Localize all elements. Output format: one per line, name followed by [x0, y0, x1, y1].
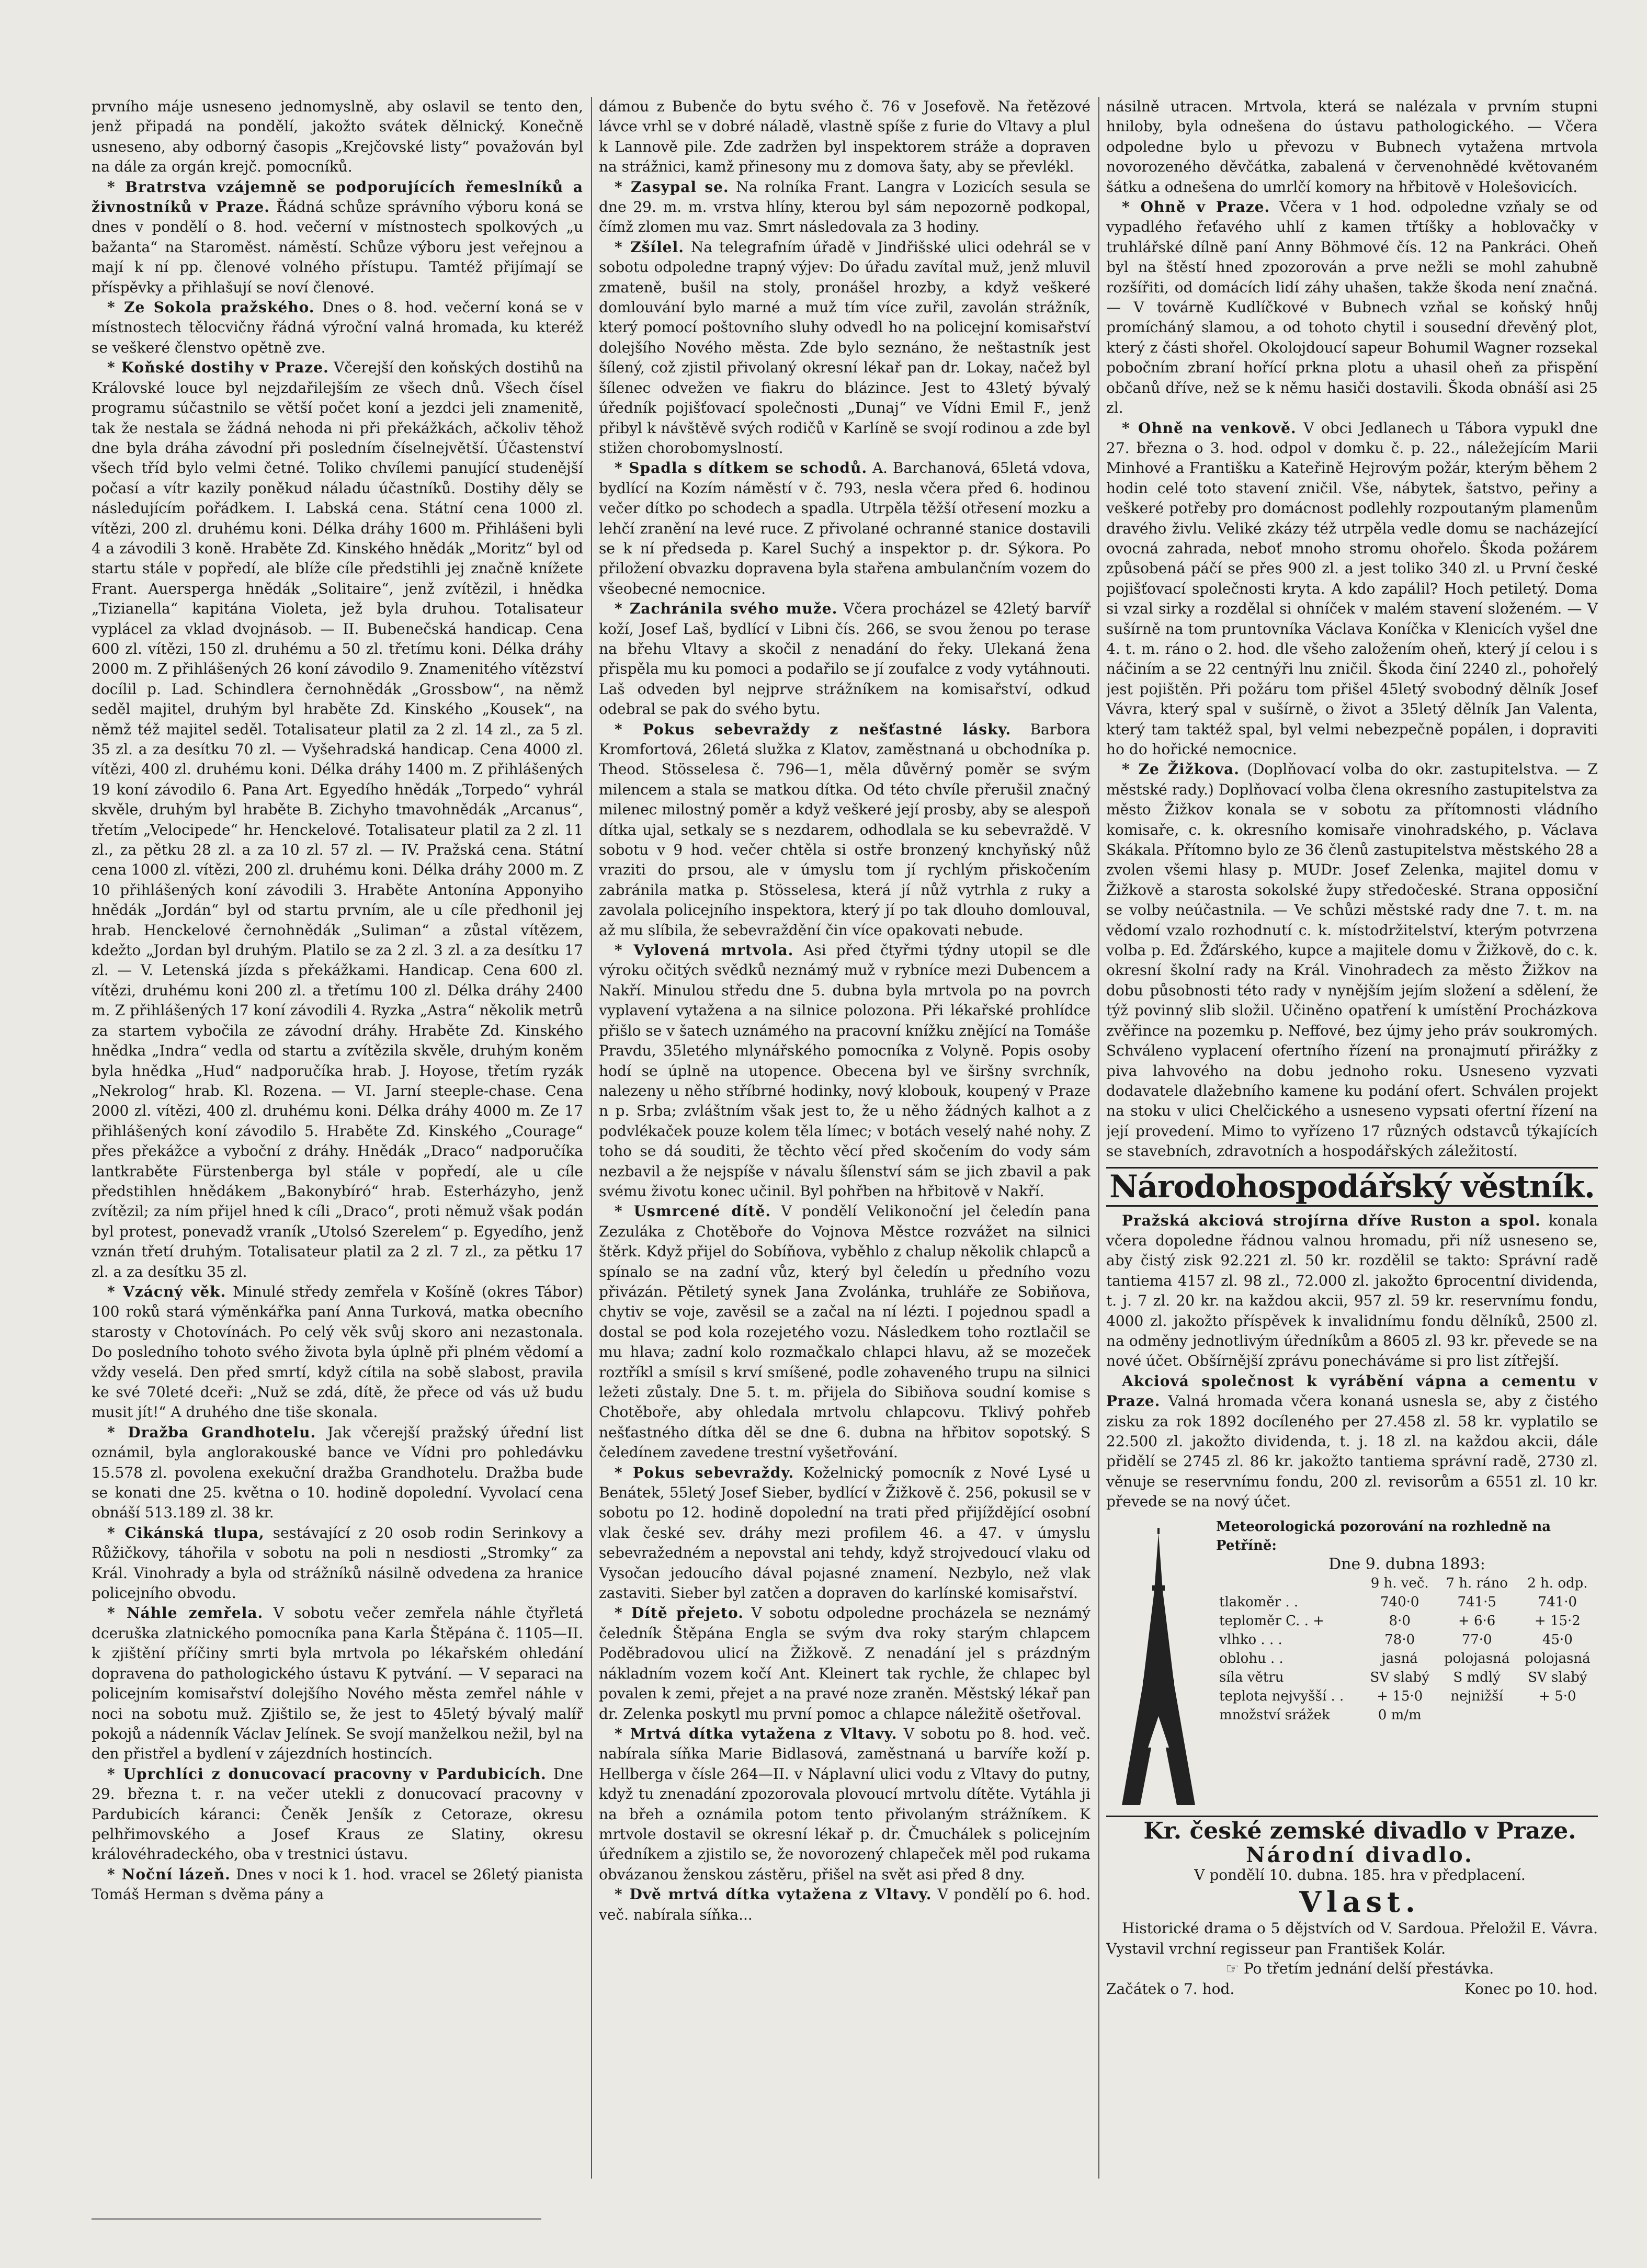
tower-icon [1111, 1528, 1206, 1810]
news-headline: * Vylovená mrtvola. [615, 942, 794, 959]
news-item [599, 237, 1091, 458]
theater-notice [1106, 1816, 1598, 1999]
news-item [1106, 1371, 1598, 1512]
news-headline: Akciová společnost k vyrábění vápna a cementu v Praze. [1106, 1372, 1598, 1410]
weather-row: teplota nejvyšší . . + 15·0 nejnižší + 5·0 [1219, 1688, 1576, 1704]
news-headline: * Zšílel. [615, 238, 685, 256]
news-text: V sobotu večer zemřela náhle čtyřletá dceruška zlatnického pomocníka pana Karla Štěpána č. 1105—II. k zjištění příčiny smrti byla mrtvola po lékařském ohledání dopravena do pathologického ústavu K pytvání. — V separaci na policejním komisařství dolejšího Nového města zemřel náhle v noci na sobotu muž. Zjištilo se, že jest to 45letý bývalý malíř pokojů a nádenník Václav Jelínek. Se svojí manželkou nežil, byl na den přistřel a bydlení v zájezdních hostincích. [92, 1604, 583, 1763]
news-text: Minulé středy zemřela v Košíně (okres Tábor) 100 roků stará výměnkářka paní Anna Turková, matka obecního starosty v Chotovínách. Po celý věk svůj skoro ani nezastonala. Do posledního tohoto svého života byla úplně při plném vědomí a vždy veselá. Den před smrtí, když cítila na sobě slabost, pravila ke své 70leté dceři: „Nuž se zdá, dítě, že přece od vás už budu musit jít!“ A druhého dne tiše skonala. [92, 1283, 583, 1421]
weather-heading: Meteorologická pozorování na rozhledně na Petříně: [1216, 1518, 1551, 1553]
news-text: Barbora Kromfortová, 26letá služka z Klatov, zaměstnaná u obchodníka p. Theod. Stösselesa č. 796—1, měla důvěrný poměr se svým milencem a stala se matkou dítka. Od této chvíle přerušil značný milenec milostný poměr a když veškeré její prosby, aby se alespoň dítka ujal, setkaly se s nezdarem, odhodlala se ku sebevraždě. V sobotu v 9 hod. večer chtěla si ostře bronzený knchyňský nůž vraziti do prsou, ale v úmyslu tom jí rychlým přiskočením zabránila matka p. Stösselesa, která jí nůž vytrhla z ruky a zavolala policejního inspektora, který jí po tak dlouho domlouval, až mu slíbila, že sebevraždění čin více opakovati nebude. [599, 720, 1091, 939]
petrin-tower-illustration [1106, 1517, 1211, 1810]
news-headline: * Koňské dostihy v Praze. [107, 359, 329, 377]
news-text: Včera procházel se 42letý barvíř koží, Josef Laš, bydlící v Libni čís. 266, se svou ženou po terase na břehu Vltavy a skočil z nenadání do řeky. Ulekaná žena přispěla mu ku pomoci a podařilo se jí zoufalce z vody vytáhnouti. Laš odveden byl nejprve strážníkem na komisařství, odkud odebral se pak do svého bytu. [599, 600, 1091, 718]
news-text: Včera v 1 hod. odpoledne vzňaly se od vypadlého řeťavého uhlí z kamen třtíšky a hoblovačky v truhlářské dílně paní Anny Böhmové čís. 12 na Pankráci. Oheň byl na štěstí hned zpozorován a prve nežli se mohl zahubně rozšířiti, od domácích lidí záhy uhašen, takže škoda není značná. — V továrně Kudlíčkové v Bubnech vzňal se koňský hnůj promícháný slamou, a od tohoto chytil i sousední dřevěný plot, který z části shořel. Okolojdoucí sapeur Bohumil Wagner rozsekal pobočním zbraní hořící prkna plotu a uhasil oheň za přispění občanů dříve, než se k němu hasiči dostavili. Škoda obnáší asi 25 zl. [1106, 198, 1598, 417]
news-text: dámou z Bubenče do bytu svého č. 76 v Josefově. Na řetězové lávce vrhl se v dobré náladě, vlastně spíše z furie do Vltavy a plul k Lannově pile. Zde zadržen byl inspektorem stráže a dopraven na strážnici, kamž přinesony mu z domova šaty, aby se převlékl. [599, 98, 1091, 176]
news-text: Jak včerejší pražský úřední list oznámil, byla anglorakouské bance ve Vídni pro pohledávku 15.578 zl. povolena exekuční dražba Grandhotelu. Dražba bude se konati dne 25. května o 10. hodině dopolední. Vyvolací cena obnáší 513.189 zl. 38 kr. [92, 1423, 583, 1522]
news-item [599, 458, 1091, 599]
news-item [599, 1724, 1091, 1885]
news-item [599, 1201, 1091, 1462]
news-item [599, 720, 1091, 940]
theater-date-line: V pondělí 10. dubna. 185. hra v předplacení. [1194, 1866, 1526, 1884]
news-text: V pondělí po 6. hod. več. nabírala síňka... [599, 1886, 1091, 1923]
weather-col-header: 9 h. več. [1370, 1575, 1429, 1591]
news-text: Asi před čtyřmi týdny utopil se dle výroku očitých svědků neznámý muž v rybníce mezi Dubencem a Nakří. Minulou středu dne 5. dubna byla mrtvola po na povrch vyplavení vytažena a na silnice polozona. Při lékařské prohlídce přišlo se v šatech uznámého na pracovní knížku znějící na Tomáše Pravdu, 35letého mlynářského pomocníka z Volyně. Popis osoby hodí se úplně na utopence. Obecena byl ve širšny svrchník, nalezeny u něho stříbrné hodinky, nový klobouk, koupený v Praze n p. Srba; zvláštním však jest to, že u něho žádných kalhot a z podvlékaček pouze kolem těla límec; v botách veselý nahé nohy. Z toho se dá souditi, že těchto věcí před skočením do vody sám nezbavil a že nejspíše v návalu šílenství sám se jich zbavil a pak svému životu konec učinil. Byl pohřben na hřbitově v Nakří. [599, 942, 1091, 1200]
news-item [1106, 759, 1598, 1161]
news-text: Řádná schůze správního výboru koná se dnes v pondělí o 8. hod. večerní v místnostech spolkových „u bažanta“ na Staroměst. náměstí. Schůze výboru jest veřejnou a mají k ní pp. členové volného přístupu. Tamtéž přijímají se příspěvky a přihlašují se noví členové. [92, 198, 583, 296]
news-headline: * Dítě přejeto. [615, 1604, 744, 1622]
weather-row: oblohu . . jasná polojasná polojasná [1219, 1650, 1591, 1666]
news-item [599, 940, 1091, 1201]
news-text: konala včera dopoledne řádnou valnou hromadu, při níž usneseno se, aby čistý zisk 92.221 zl. 50 kr. rozdělil se takto: Správní radě tantiema 4157 zl. 98 zl., 72.000 zl. jakožto 6procentní dividenda, t. j. 7 zl. 20 kr. na každou akcii, 957 zl. 59 kr. reservnímu fondu, 4000 zl. jakožto příspěvek k invalidnímu fondu dělníků, 2500 zl. na odměny jednotlivým úředníkům a 8605 zl. 93 kr. převede se na nové účet. Obšírnější zprávu ponecháváme si pro list zítřejší. [1106, 1211, 1598, 1370]
news-item [92, 298, 583, 358]
news-text: násilně utracen. Mrtvola, která se nalézala v prvním stupni hniloby, byla odnešena do ústavu pathologického. — Včera odpoledne bylo u převozu v Bubnech vytažena mrtvola novorozeného děvčátka, zabalená v červenohnědé květovaném šátku a odnešena do umrlčí komory na hřbitově v Holešovicích. [1106, 98, 1598, 196]
start-time: Začátek o 7. hod. [1106, 1980, 1235, 1998]
news-item [92, 1282, 583, 1423]
bottom-rule [92, 2218, 541, 2220]
weather-header-row [1216, 1574, 1598, 1593]
news-text: Dnes o 8. hod. večerní koná se v místnostech tělocvičny řádná výroční valná hromada, ku kteréž se veškeré členstvo opětně zve. [92, 299, 583, 356]
end-time: Konec po 10. hod. [1464, 1980, 1598, 1998]
news-text: A. Barchanová, 65letá vdova, bydlící na Kozím náměstí v č. 793, nesla včera před 6. hodinou večer dítko po schodech a spadla. Utrpěla těžší otřesení mozku a lehčí zranění na levé ruce. Z přivolané ochranné stanice dostavili se k ní předseda p. Karel Suchý a inspektor p. dr. Sýkora. Po přiložení obvazku dopravena byla stařena ambulančním vozem do všeobecné nemocnice. [599, 459, 1091, 597]
news-item [92, 358, 583, 1282]
news-item [599, 177, 1091, 237]
news-text: Včerejší den koňských dostihů na Královské louce byl nejzdařilejším ze všech dnů. Všech čísel programu súčastnilo se větší počet koní a jezdci jeli znamenitě, tak že nestala se žádná nehoda ni při překážkách, ačkoliv těhož dne byla dráha závodní při posledním číselnejvětší. Účastenství všech tříd bylo velmi četné. Toliko chvílemi panující studenější počasí a vítr kazily poněkud náladu účastníků. Dostihy děly se následujícím pořádkem. I. Labská cena. Státní cena 1000 zl. vítězi, 200 zl. druhému koni. Délka dráhy 1600 m. Přihlášeni byli 4 a závodili 3 koně. Hraběte Zd. Kinského hnědák „Moritz“ byl od startu stále v popředí, ale blíže cíle předstihli jej značně knížete Frant. Auersperga hnědák „Solitaire“, jenž zvítězil, i hnědka „Tizianella“ kapitána Violeta, jež byla druhou. Totalisateur vyplácel za vklad dvojnásob. — II. Bubenečská handicap. Cena 600 zl. vítězi, 150 zl. druhému a 50 zl. třetímu koni. Délka dráhy 2000 m. Z přihlášených 26 koní závodilo 9. Znamenitého vítězství docílil p. Lad. Schindlera černohnědák „Grossbow“, na němž seděl majitel, druhým byl hraběte Zd. Kinského „Kousek“, na němž též majitel seděl. Totalisateur platil za 2 zl. 14 zl., za 5 zl. 35 zl. a za desítku 70 zl. — Vyšehradská handicap. Cena 4000 zl. vítězi, 400 zl. druhému koni. Délka dráhy 1400 m. Z přihlášených 19 koní závodilo 6. Pana Art. Egyedího hnědák „Torpedo“ vyhrál skvěle, druhým byl hraběte B. Zichyho tmavohnědák „Arcanus“, třetím „Velocipede“ hr. Henckelové. Totalisateur platil za 2 zl. 11 zl., za pětku 28 zl. a za 10 zl. 57 zl. — IV. Pražská cena. Státní cena 1000 zl. vítězi, 200 zl. druhému koni. Délka dráhy 2000 m. Z 10 přihlášených koní závodili 3. Hraběte Antonína Apponyiho hnědák „Jordán“ byl od startu prvním, ale u cíle předhonil jej hrab. Henckelové černohnědák „Suliman“ a zůstal vítězem, kdežto „Jordan byl druhým. Platilo se za 2 zl. 3 zl. a za desítku 17 zl. — V. Letenská jízda s překážkami. Handicap. Cena 600 zl. vítězi, druhému koni 200 zl. a třetímu 100 zl. Délka dráhy 2400 m. Z přihlášených 17 koní závodili 4. Ryzka „Astra“ několik metrů za startem vybočila ze závodní dráhy. Hraběte Zd. Kinského hnědka „Indra“ vedla od startu a zvítězila skvěle, druhým koněm byla hnědka „Hud“ nadporučíka hrab. J. Hoyose, třetím ryzák „Nekrolog“ hrab. Kl. Rozena. — VI. Jarní steeple-chase. Cena 2000 zl. vítězi, 400 zl. druhému koni. Délka dráhy 4000 m. Ze 17 přihlášených koní závodilo 5. Hraběte Zd. Kinského „Courage“ přes překážce a vyboční z dráhy. Hnědák „Draco“ nadporučíka lantkraběte Fürstenberga byl stále v popředí, ale u cíle předstihlen hnědákem „Bakonybíró“ hrab. Esterházyho, jenž zvítězil; za ním přijel hned k cíli „Draco“, proti němuž však podán byl protest, ponevadž vraník „Utolsó Szerelem“ p. Egyedího, jenž vznán třetí druhým. Totalisateur platil za 2 zl. 7 zl., za pětku 17 zl. a za desítku 35 zl. [92, 359, 583, 1280]
show-times [1106, 1979, 1598, 1999]
weather-table [1216, 1517, 1598, 1810]
news-item [92, 1523, 583, 1604]
weather-box [1106, 1517, 1598, 1810]
news-text: V obci Jedlanech u Tábora vypukl dne 27. března o 3. hod. odpol v domku č. p. 22., náležejícím Marii Minhové a Františku a Kateřině Hejrovým požár, kterým během 2 hodin celé toto stavení zničil. Vše, nábytek, šatstvo, peřiny a veškeré potřeby pro domácnost podlehly rozpoutaným plamenům dravého živlu. Veliké zkázy též utrpěla vedle domu se nacházející ovocná zahrada, neboť mnoho stromu ohořelo. Škoda požárem způsobená páčí se přes 900 zl. a jest toliko 340 zl. u První české pojišťovací společnosti kryta. A kdo zapálil? Hoch petiletý. Doma si vzal sirky a rozdělal si ohníček v malém stavení složeném. — V sušírně na tom pruntovníka Václava Koníčka v Klenicích vyšel dne 4. t. m. ráno o 2. hod. dle všeho založením oheň, který jí celou i s náčiním a se 22 centnýři lnu zničil. Škoda činí 2240 zl., pohořelý jest pojištěn. Při požáru tom přišel 45letý svobodný dělník Josef Vávra, který spal v sušírně, o život a 35letý dělník Jan Valenta, který tam taktéž spal, byl velmi nebezpečně popálen, i dopraviti ho do hořické nemocnice. [1106, 419, 1598, 758]
news-text: Na telegrafním úřadě v Jindřišské ulici odehrál se v sobotu odpoledne trapný výjev: Do úřadu zavítal muž, jenž mluvil zmateně, bušil na stoly, pronášel hrozby, a když veškeré domlouvání bylo marné a muž tím více zuřil, zavolán strážník, který pomocí poštovního sluhy odvedl ho na policejní komisařství dolejšího Nového města. Zde bylo seznáno, že neštastník jest šílený, což zjistil přivolaný okresní lékař pan dr. Lokay, načež byl šílenec odvežen ve fiakru do blázince. Jest to 43letý bývalý úředník pojišťovací společnosti „Dunaj“ ve Vídni Emil F., jenž přibyl k návštěvě svých rodičů v Karlíně se svojí rodinou a zde byl stižen chorobomyslností. [599, 238, 1091, 457]
news-headline: Pražská akciová strojírna dříve Ruston a spol. [1122, 1211, 1541, 1229]
news-text: Dne 29. března t. r. na večer utekli z donucovací pracovny v Pardubicích káranci: Čeněk Jenšík z Cetoraze, okresu pelhřimovského a Josef Kraus ze Slatiny, okresu královéhradeckého, oba v trestnici ústavu. [92, 1765, 583, 1863]
news-headline: * Zasypal se. [615, 178, 729, 196]
news-text: V pondělí Velikonoční jel čeledín pana Zezuláka z Chotěboře do Vojnova Městce rozvážet na silnici štěrk. Když přijel do Sobíňova, vyběhlo z chalup několik chlapců a spínalo se na zadní vůz, který byl čeledín u předního vozu přivázán. Pětiletý synek Jana Zvolánka, truhláře ze Sobiňova, chytiv se voje, zavěsil se a začal na ní lézti. I pojednou spadl a dostal se pod kola rozejetého vozu. Následkem toho roztlačil se mu hlava; zadní kolo rozmačkalo chlapci hlavu, až se mozeček roztříkl a smísil s krví smíšené, podle zohaveného trupu na silnici ležeti zůstaly. Dne 5. t. m. přijela do Sibiňova soudní komise s Chotěboře, aby ohledala mrtvolu chlapcovu. Tklivý pohřeb nešťastného dítka děl se dne 6. dubna na hřbitov sopotský. S čeledínem zavedene trestní vyšetřování. [599, 1203, 1091, 1461]
news-item [1106, 418, 1598, 760]
news-item [92, 1865, 583, 1905]
news-headline: * Dvě mrtvá dítka vytažena z Vltavy. [615, 1886, 932, 1903]
weather-row: síla větru SV slabý S mdlý SV slabý [1219, 1669, 1587, 1685]
weather-readings [1216, 1574, 1598, 1725]
news-continuation [92, 97, 583, 177]
theater-title: Kr. české zemské divadlo v Praze. [1106, 1816, 1598, 1845]
news-headline: * Náhle zemřela. [107, 1604, 264, 1622]
news-item [1106, 197, 1598, 418]
news-item [599, 1463, 1091, 1604]
news-headline: * Usmrcené dítě. [615, 1203, 771, 1220]
news-text: prvního máje usneseno jednomyslně, aby oslavil se tento den, jenž připadá na pondělí, jakožto svátek dělnický. Konečně usneseno, aby odborný časopis „Krejčovské listy“ považován byl na dále za orgán krejč. pomocníků. [92, 98, 583, 176]
news-text: Na rolníka Frant. Langra v Lozicích sesula se dne 29. m. m. vrstva hlíny, kterou byl sám nepozorně podkopal, čímž zlomen mu vaz. Smrt následovala za 3 hodiny. [599, 178, 1091, 236]
column-divider [1098, 97, 1099, 2179]
news-text: (Doplňovací volba do okr. zastupitelstva. — Z městské rady.) Doplňovací volba člena okresního zastupitelstva za město Žižkov konala se v sobotu za přítomnosti vládního komisaře, c. k. okresního komisaře vinohradského, p. Václava Skákala. Přítomno bylo ze 36 členů zastupitelstva městského 28 a zvolen všemi hlasy p. MUDr. Josef Zelenka, majitel domu v Žižkově a starosta sokolské župy středočeské. Strana opposiční se volby neúčastnila. — Ve schůzi městské rady dne 7. t. m. na vědomí vzalo rozhodnutí c. k. místodržitelství, kterým potvrzena volba p. Ed. Žďárského, kupce a majitele domu v Žižkově, do c. k. okresní školní rady na Král. Vinohradech za město Žižkov na dobu působnosti této rady v nynějším jejím složení a sdělení, že týž povinný slib složil. Učiněno opatření k umístění Procházkova zvěřince na pozemku p. Neffové, bez újmy jeho práv soukromých. Schváleno vyplacení ofertního řízení na pronajmutí přirážky z piva lahvového na dobu jednoho roku. Usneseno vyzvati dodavatele dlažebního kamene ku podání ofert. Schválen projekt na stoku v ulici Chelčického a usneseno vypsati ofertní řízení na její provedení. Mimo to vyřízeno 17 různých odstavců týkajících se stavebních, zdravotních a hospodářských záležitostí. [1106, 761, 1598, 1160]
news-text: V sobotu po 8. hod. več. nabírala síňka Marie Bidlasová, zaměstnaná u barvíře koží p. Hellberga v čísle 264—II. v Náplavní ulici vodu z Vltavy do putny, když tu znenadání zpozorovala plovoucí mrtvolu dítěte. Vytáhla ji na břeh a oznámila potom tento přivolaným strážníkem. K mrtvole dostavil se okresní lékař p. dr. Čmuchálek s policejním úředníkem a zjistilo se, že novorozený chlapeček měl pod rukama obvázanou ženskou zástěru, přišel na svět asi před 8 dny. [599, 1725, 1091, 1883]
news-item [92, 177, 583, 298]
weather-row: množství srážek 0 m/m [1219, 1707, 1422, 1723]
news-headline: * Ze Sokola pražského. [107, 299, 315, 316]
news-text: Valná hromada včera konaná usnesla se, aby z čistého zisku za rok 1892 docíleného per 27.458 zl. 58 kr. vyplatilo se 22.500 zl. jakožto dividenda, t. j. 18 zl. na každou akcii, dále přidělí se 2745 zl. 86 kr. jakožto tantiema správní radě, 2730 zl. věnuje se reservnímu fondu, 200 zl. revisorům a 6551 zl. 10 kr. převede se na nový účet. [1106, 1392, 1598, 1511]
news-headline: * Spadla s dítkem se schodů. [615, 459, 868, 477]
news-headline: * Mrtvá dítka vytažena z Vltavy. [615, 1725, 898, 1742]
news-headline: * Zachránila svého muže. [615, 600, 838, 618]
news-headline: * Pokus sebevraždy z nešťastné lásky. [615, 720, 1012, 738]
news-text: Dnes v noci k 1. hod. vracel se 26letý pianista Tomáš Herman s dvěma pány a [92, 1865, 583, 1903]
news-item [599, 1885, 1091, 1925]
news-headline: * Dražba Grandhotelu. [107, 1423, 316, 1441]
pointing-hand-icon: ☞ [1225, 1960, 1244, 1978]
newspaper-page [92, 97, 1598, 2184]
news-item [599, 1603, 1091, 1723]
news-headline: * Ohně na venkově. [1122, 419, 1297, 437]
news-headline: * Noční lázeň. [107, 1865, 231, 1883]
news-item [92, 1423, 583, 1523]
weather-row: vlhko . . . 78·0 77·0 45·0 [1219, 1631, 1573, 1648]
play-title: Vlast. [1299, 1885, 1421, 1919]
news-text: V sobotu odpoledne procházela se neznámý čeledník Štěpána Engla se svým dva roky starým chlapcem Poděbradovou ulicí na Žižkově. Z nenadání jel s prázdným nákladním vozem kočí Ant. Kleinert tak rychle, že chlapec byl povalen k zemi, přejet a na pravé noze zraněn. Městský lékař pan dr. Zelenka poskytl mu první pomoc a chlapce náležitě ošetřoval. [599, 1604, 1091, 1722]
column-divider [591, 97, 592, 2179]
news-text: sestávající z 20 osob rodin Serinkovy a Růžičkovy, táhořila v sobotu na poli n nesdiosti „Stromky“ za Král. Vinohrady a byla od strážníků násilně odvedena za hranice policejního obvodu. [92, 1524, 583, 1602]
weather-date: Dne 9. dubna 1893: [1328, 1555, 1485, 1573]
section-title: Národohospodářský věstník. [1106, 1167, 1598, 1207]
news-headline: * Ze Žižkova. [1122, 761, 1240, 778]
news-item [599, 599, 1091, 719]
intermission-note: ☞ Po třetím jednání delší přestávka. [1225, 1960, 1494, 1978]
news-headline: * Pokus sebevraždy. [615, 1464, 794, 1481]
news-continuation [1106, 97, 1598, 197]
weather-row: tlakoměr . . 740·0 741·5 741·0 [1219, 1594, 1577, 1610]
column-right [1106, 97, 1598, 2184]
news-headline: * Ohně v Praze. [1122, 198, 1270, 216]
economic-news [1106, 1211, 1598, 1512]
news-item [1106, 1211, 1598, 1371]
news-item [92, 1764, 583, 1865]
news-headline: * Vzácný věk. [107, 1283, 226, 1300]
column-left [92, 97, 583, 2184]
news-headline: * Uprchlíci z donucovací pracovny v Pardubicích. [107, 1765, 547, 1783]
news-text: Koželnický pomocník z Nové Lysé u Benátek, 55letý Josef Sieber, bydlící v Žižkově č. 256, pokusil se v sobotu po 12. hodině dopolední na trati před přijíždějící osobní vlak české sev. dráhy mezi profilem 46. a 47. v úmyslu sebevražedném a nepovstal ani tehdy, když strojvedoucí vlaku od Vysočan jedoucího dával pojasné znamení. Nezbylo, než vlak zastaviti. Sieber byl zatčen a dopraven do karlínské komisařství. [599, 1464, 1091, 1602]
news-continuation [599, 97, 1091, 177]
theater-subtitle: Národní divadlo. [1246, 1842, 1474, 1867]
news-headline: * Bratrstva vzájemně se podporujících řemeslníků a živnostníků v Praze. [92, 178, 583, 216]
weather-col-header: 7 h. ráno [1446, 1575, 1508, 1591]
column-right-news [1106, 97, 1598, 1162]
weather-col-header: 2 h. odp. [1527, 1575, 1588, 1591]
play-description: Historické drama o 5 dějstvích od V. Sardoua. Přeložil E. Vávra. Vystavil vrchní regisseur pan František Kolár. [1106, 1920, 1598, 1957]
column-middle [599, 97, 1091, 2184]
weather-row: teploměr C. . + 8·0 + 6·6 + 15·2 [1219, 1613, 1581, 1629]
news-item [92, 1603, 583, 1764]
news-headline: * Cikánská tlupa, [107, 1524, 265, 1541]
